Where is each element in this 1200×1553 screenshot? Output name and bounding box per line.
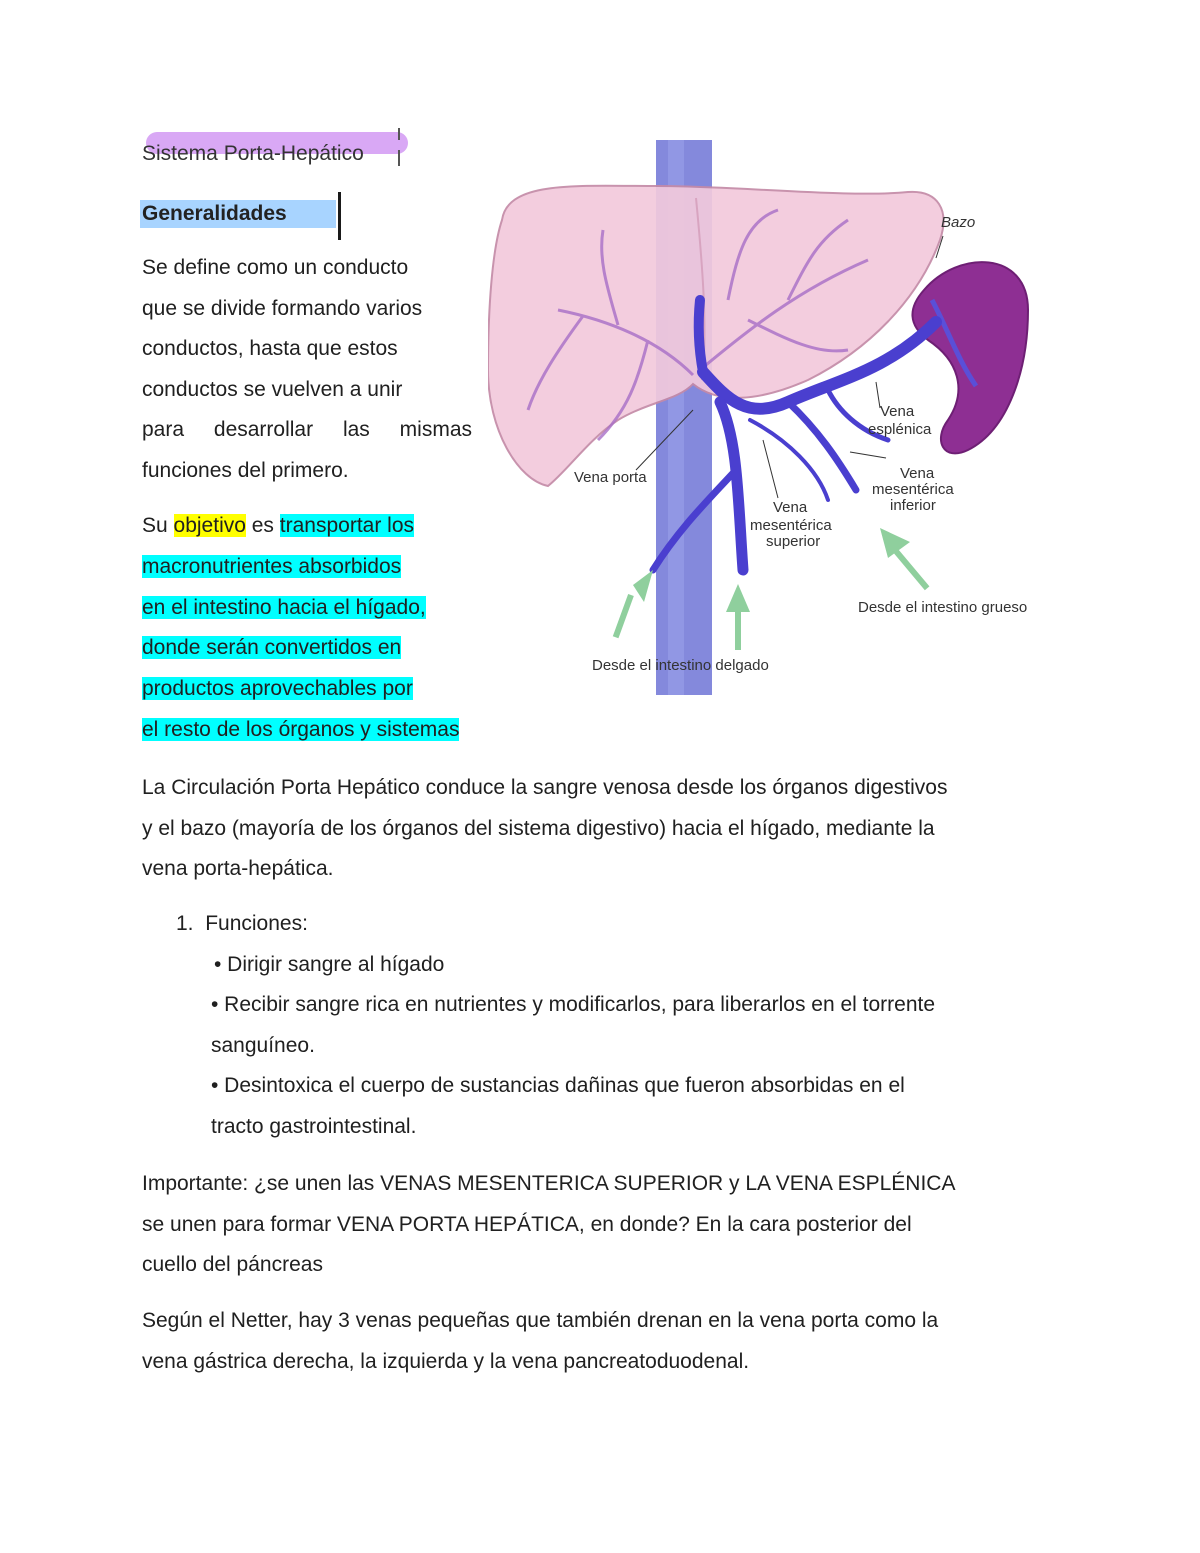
- paragraph-netter: [142, 1301, 1072, 1382]
- objective-highlight: donde serán convertidos en: [142, 636, 402, 660]
- label-vena-mes-sup: Vena: [773, 499, 808, 516]
- paragraph-line: La Circulación Porta Hepático conduce la sangre venosa desde los órganos digestivos: [142, 776, 948, 799]
- label-vena-mes-inf: inferior: [890, 497, 936, 514]
- paragraph-line: Importante: ¿se unen las VENAS MESENTERICA SUPERIOR y LA VENA ESPLÉNICA: [142, 1172, 956, 1195]
- functions-heading: [176, 904, 935, 945]
- label-vena-mes-sup: mesentérica: [750, 517, 832, 534]
- heading-text-cursor: [338, 192, 341, 240]
- paragraph-line: cuello del páncreas: [142, 1253, 323, 1276]
- paragraph-importante: [142, 1164, 1072, 1286]
- paragraph-line: Según el Netter, hay 3 venas pequeñas que también drenan en la vena porta como la: [142, 1309, 939, 1332]
- title-cursor-mark: [398, 128, 400, 168]
- label-desde-delgado: Desde el intestino delgado: [592, 657, 769, 674]
- intro-paragraph: [142, 248, 472, 492]
- list-item-continuation: tracto gastrointestinal.: [211, 1114, 417, 1138]
- section-heading: Generalidades: [142, 202, 287, 225]
- objective-highlight: el resto de los órganos y sistemas: [142, 717, 460, 741]
- objective-highlight: en el intestino hacia el hígado,: [142, 595, 426, 619]
- objective-word-highlight: objetivo: [173, 514, 246, 537]
- label-vena-mes-inf: Vena: [900, 465, 935, 482]
- page-title: Sistema Porta-Hepático: [142, 142, 364, 165]
- title-block: [140, 128, 420, 172]
- objective-su: Su: [142, 514, 174, 537]
- label-vena-mes-inf: mesentérica: [872, 481, 954, 498]
- objective-paragraph: [142, 506, 459, 751]
- paragraph-circulacion: [142, 768, 1072, 890]
- list-item-continuation: sanguíneo.: [211, 1033, 315, 1057]
- list-item: • Dirigir sangre al hígado: [214, 952, 445, 976]
- intro-line: Se define como un conducto: [142, 256, 409, 279]
- intro-line: para desarrollar las mismas: [142, 418, 472, 442]
- arrow-delgado-left: [633, 570, 653, 602]
- objective-highlight: macronutrientes absorbidos: [142, 554, 402, 578]
- arrow-delgado-right: [726, 584, 750, 612]
- label-vena-esplenica: esplénica: [868, 421, 932, 438]
- objective-es: es: [245, 514, 280, 537]
- label-vena-esplenica: Vena: [880, 403, 915, 420]
- list-item: • Desintoxica el cuerpo de sustancias dañinas que fueron absorbidas en el: [211, 1074, 905, 1098]
- label-desde-grueso: Desde el intestino grueso: [858, 599, 1028, 616]
- paragraph-line: y el bazo (mayoría de los órganos del sistema digestivo) hacia el hígado, mediante la: [142, 816, 935, 840]
- intro-line: conductos, hasta que estos: [142, 337, 398, 361]
- intro-line: funciones del primero.: [142, 458, 349, 482]
- label-vena-mes-sup: superior: [766, 533, 821, 550]
- paragraph-line: se unen para formar VENA PORTA HEPÁTICA, en donde? En la cara posterior del: [142, 1212, 912, 1236]
- paragraph-line: vena gástrica derecha, la izquierda y la vena pancreatoduodenal.: [142, 1349, 750, 1373]
- list-number: 1.: [176, 912, 194, 935]
- objective-highlight: transportar los: [279, 514, 415, 537]
- paragraph-line: vena porta-hepática.: [142, 857, 334, 880]
- objective-line-1: [142, 506, 459, 547]
- section-heading-block: [136, 192, 346, 240]
- label-bazo: Bazo: [941, 214, 976, 231]
- objective-highlight: productos aprovechables por: [142, 677, 413, 701]
- functions-list: [176, 904, 935, 1148]
- intro-line: conductos se vuelven a unir: [142, 377, 403, 401]
- label-vena-porta: Vena porta: [574, 469, 647, 486]
- list-item: • Recibir sangre rica en nutrientes y modificarlos, para liberarlos en el torrente: [211, 993, 936, 1017]
- intro-line: que se divide formando varios: [142, 296, 423, 320]
- portal-system-illustration: [488, 140, 1068, 700]
- liver: [488, 186, 943, 486]
- functions-heading-text: Funciones:: [205, 912, 308, 935]
